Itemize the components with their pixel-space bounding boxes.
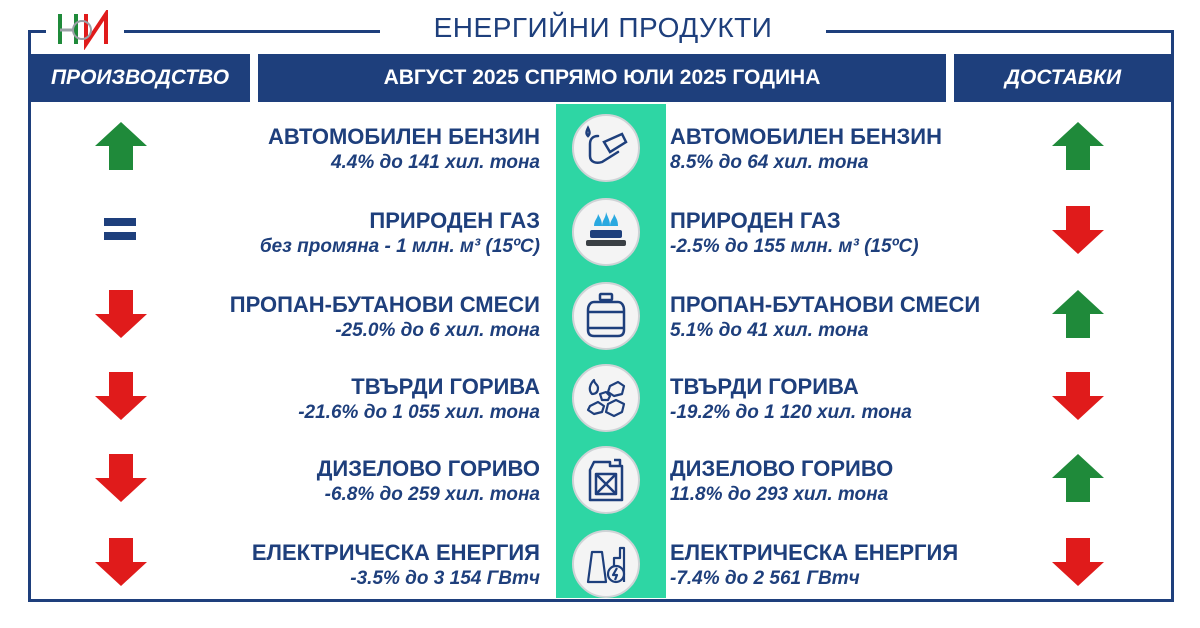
nsi-logo <box>54 10 118 50</box>
production-name: АВТОМОБИЛЕН БЕНЗИН <box>268 124 540 149</box>
row-diesel <box>0 456 1200 538</box>
power-plant-icon <box>572 530 640 598</box>
row-lpg <box>0 292 1200 374</box>
deliveries-name: ПРИРОДЕН ГАЗ <box>670 208 841 233</box>
header-production: ПРОИЗВОДСТВО <box>30 54 250 102</box>
header-deliveries: ДОСТАВКИ <box>954 54 1172 102</box>
production-trend-up-icon <box>93 120 149 172</box>
row-gasoline <box>0 124 1200 206</box>
deliveries-name: ТВЪРДИ ГОРИВА <box>670 374 859 399</box>
production-name: ТВЪРДИ ГОРИВА <box>351 374 540 399</box>
production-name: ПРОПАН-БУТАНОВИ СМЕСИ <box>229 292 540 317</box>
header-period: АВГУСТ 2025 СПРЯМО ЮЛИ 2025 ГОДИНА <box>258 54 946 102</box>
page-title: ЕНЕРГИЙНИ ПРОДУКТИ <box>433 12 773 43</box>
deliveries-trend-down-icon <box>1050 370 1106 422</box>
row-natural-gas <box>0 208 1200 290</box>
production-trend-down-icon <box>93 370 149 422</box>
production-trend-down-icon <box>93 288 149 340</box>
deliveries-name: ДИЗЕЛОВО ГОРИВО <box>670 456 894 481</box>
production-trend-equal-icon <box>104 214 136 244</box>
production-value: -3.5% до 3 154 ГВтч <box>350 568 540 589</box>
solid-fuel-icon <box>572 364 640 432</box>
deliveries-name: АВТОМОБИЛЕН БЕНЗИН <box>670 124 942 149</box>
row-solid-fuels <box>0 374 1200 456</box>
deliveries-trend-up-icon <box>1050 120 1106 172</box>
deliveries-name: ЕЛЕКТРИЧЕСКА ЕНЕРГИЯ <box>670 540 959 565</box>
production-trend-down-icon <box>93 536 149 588</box>
production-name: ДИЗЕЛОВО ГОРИВО <box>316 456 540 481</box>
gas-cylinder-icon <box>572 282 640 350</box>
production-trend-down-icon <box>93 452 149 504</box>
deliveries-trend-up-icon <box>1050 288 1106 340</box>
deliveries-value: 8.5% до 64 хил. тона <box>670 152 869 173</box>
production-value: -21.6% до 1 055 хил. тона <box>298 402 540 423</box>
deliveries-trend-down-icon <box>1050 204 1106 256</box>
production-value: -6.8% до 259 хил. тона <box>324 484 540 505</box>
row-electricity <box>0 540 1200 622</box>
fuel-nozzle-icon <box>572 114 640 182</box>
deliveries-value: 5.1% до 41 хил. тона <box>670 320 869 341</box>
production-name: ПРИРОДЕН ГАЗ <box>369 208 540 233</box>
production-value: -25.0% до 6 хил. тона <box>335 320 540 341</box>
deliveries-value: -7.4% до 2 561 ГВтч <box>670 568 860 589</box>
gas-burner-icon <box>572 198 640 266</box>
jerrycan-icon <box>572 446 640 514</box>
production-value: без промяна - 1 млн. м³ (15ºC) <box>259 236 540 257</box>
deliveries-trend-up-icon <box>1050 452 1106 504</box>
production-name: ЕЛЕКТРИЧЕСКА ЕНЕРГИЯ <box>251 540 540 565</box>
production-value: 4.4% до 141 хил. тона <box>330 152 540 173</box>
deliveries-trend-down-icon <box>1050 536 1106 588</box>
deliveries-name: ПРОПАН-БУТАНОВИ СМЕСИ <box>670 292 981 317</box>
deliveries-value: -19.2% до 1 120 хил. тона <box>670 402 912 423</box>
deliveries-value: -2.5% до 155 млн. м³ (15ºC) <box>670 236 919 257</box>
deliveries-value: 11.8% до 293 хил. тона <box>670 484 889 505</box>
